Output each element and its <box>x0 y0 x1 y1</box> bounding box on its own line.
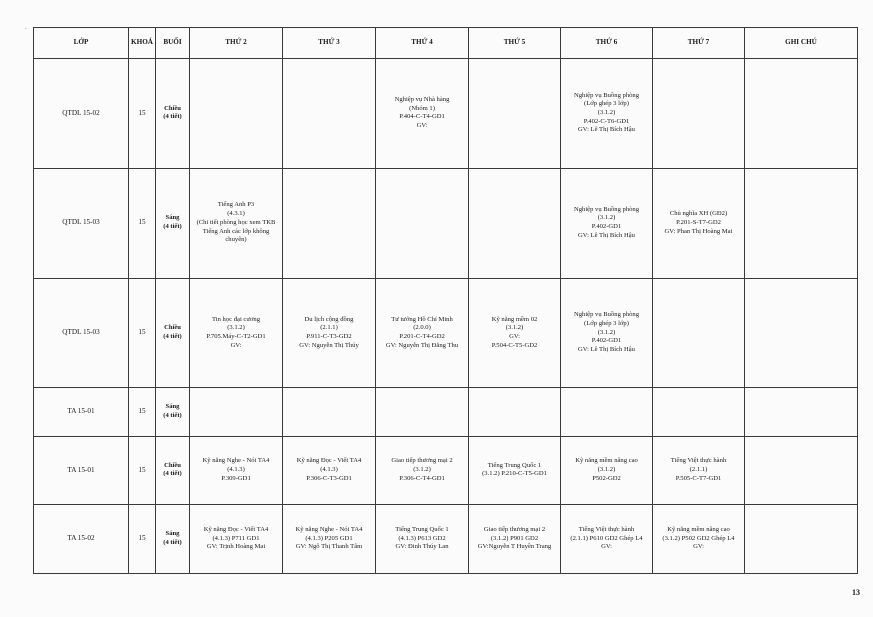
schedule-cell-thu-3: Du lịch cộng đồng (2.1.1) P.911-C-T3-GD2 GV: Nguyễn Thị Thúy <box>283 278 376 388</box>
schedule-cell-thu-2 <box>190 59 283 169</box>
table-row <box>34 59 858 169</box>
schedule-cell-thu-6: Kỹ năng mềm nâng cao (3.1.2) P502-GD2 <box>561 436 653 505</box>
header-khoa: KHOÁ <box>129 28 156 59</box>
schedule-cell-thu-7: Kỹ năng mềm nâng cao (3.1.2) P502 GD2 Ghép L4 GV: <box>653 505 745 574</box>
header-thu-6: THỨ 6 <box>561 28 653 59</box>
khoa-cell: 15 <box>129 278 156 388</box>
schedule-cell-thu-7: Chủ nghĩa XH (GĐ2) P.201-S-T7-GD2 GV: Phan Thị Hoàng Mai <box>653 168 745 278</box>
class-cell: TA 15-02 <box>34 505 129 574</box>
session-cell: Sáng (4 tiết) <box>156 388 190 436</box>
khoa-cell: 15 <box>129 168 156 278</box>
schedule-cell-thu-5: Giao tiếp thương mại 2 (3.1.2) P901 GD2 GV:Nguyễn T Huyền Trang <box>469 505 561 574</box>
schedule-cell-thu-3 <box>283 59 376 169</box>
schedule-cell-thu-6: Nghiệp vụ Buồng phòng (3.1.2) P.402-GD1 GV: Lê Thị Bích Hậu <box>561 168 653 278</box>
session-cell: Sáng (4 tiết) <box>156 505 190 574</box>
corner-mark: . <box>25 23 27 31</box>
table-row <box>34 278 858 388</box>
khoa-cell: 15 <box>129 436 156 505</box>
schedule-cell-thu-5 <box>469 388 561 436</box>
schedule-cell-thu-3: Kỹ năng Nghe - Nói TA4 (4.1.3) P205 GD1 GV: Ngô Thị Thanh Tâm <box>283 505 376 574</box>
schedule-cell-thu-3: Kỹ năng Đọc - Viết TA4 (4.1.3) P.306-C-T3-GD1 <box>283 436 376 505</box>
schedule-cell-thu-2: Kỹ năng Đọc - Viết TA4 (4.1.3) P711 GD1 GV: Trịnh Hoàng Mai <box>190 505 283 574</box>
schedule-cell-thu-6: Nghiệp vụ Buồng phòng (Lớp ghép 3 lớp) (3.1.2) P.402-GD1 GV: Lê Thị Bích Hậu <box>561 278 653 388</box>
schedule-cell-thu-6: Tiếng Việt thực hành (2.1.1) P610 GD2 Ghép L4 GV: <box>561 505 653 574</box>
schedule-cell-thu-4: Nghiệp vụ Nhà hàng (Nhóm 1) P.404-C-T4-GD1 GV: <box>376 59 469 169</box>
header-thu-4: THỨ 4 <box>376 28 469 59</box>
class-cell: QTDL 15-03 <box>34 168 129 278</box>
session-cell: Chiều (4 tiết) <box>156 436 190 505</box>
note-cell <box>745 278 858 388</box>
schedule-cell-thu-4: Tiếng Trung Quốc 1 (4.1.3) P613 GD2 GV: Đinh Thúy Lan <box>376 505 469 574</box>
class-cell: TA 15-01 <box>34 388 129 436</box>
schedule-cell-thu-5 <box>469 168 561 278</box>
table-row <box>34 436 858 505</box>
header-thu-7: THỨ 7 <box>653 28 745 59</box>
schedule-cell-thu-5: Kỹ năng mềm 02 (3.1.2) GV: P.504-C-T5-GD2 <box>469 278 561 388</box>
page-number: 13 <box>852 588 860 597</box>
note-cell <box>745 59 858 169</box>
session-cell: Chiều (4 tiết) <box>156 59 190 169</box>
session-cell: Chiều (4 tiết) <box>156 278 190 388</box>
schedule-cell-thu-4: Tư tưởng Hồ Chí Minh (2.0.0) P.201-C-T4-GD2 GV: Nguyễn Thị Đăng Thu <box>376 278 469 388</box>
header-thu-5: THỨ 5 <box>469 28 561 59</box>
class-cell: QTDL 15-02 <box>34 59 129 169</box>
table-row <box>34 388 858 436</box>
schedule-cell-thu-7 <box>653 59 745 169</box>
timetable <box>33 27 858 574</box>
schedule-cell-thu-2: Tin học đại cương (3.1.2) P.705.Máy-C-T2-GD1 GV: <box>190 278 283 388</box>
table-row <box>34 168 858 278</box>
header-buoi: BUỔI <box>156 28 190 59</box>
header-ghi-chu: GHI CHÚ <box>745 28 858 59</box>
header-lop: LỚP <box>34 28 129 59</box>
khoa-cell: 15 <box>129 388 156 436</box>
schedule-cell-thu-3 <box>283 168 376 278</box>
note-cell <box>745 505 858 574</box>
khoa-cell: 15 <box>129 505 156 574</box>
schedule-cell-thu-2 <box>190 388 283 436</box>
schedule-cell-thu-7 <box>653 278 745 388</box>
schedule-cell-thu-7 <box>653 388 745 436</box>
schedule-cell-thu-7: Tiếng Việt thực hành (2.1.1) P.505-C-T7-GD1 <box>653 436 745 505</box>
timetable-sheet <box>33 27 857 574</box>
session-cell: Sáng (4 tiết) <box>156 168 190 278</box>
class-cell: QTDL 15-03 <box>34 278 129 388</box>
table-row <box>34 505 858 574</box>
note-cell <box>745 436 858 505</box>
header-row <box>34 28 858 59</box>
schedule-cell-thu-5: Tiếng Trung Quốc 1 (3.1.2) P.210-C-T5-GD1 <box>469 436 561 505</box>
header-thu-3: THỨ 3 <box>283 28 376 59</box>
schedule-cell-thu-2: Tiếng Anh P3 (4.3.1) (Chi tiết phòng học xem TKB Tiếng Anh các lớp không chuyên) <box>190 168 283 278</box>
khoa-cell: 15 <box>129 59 156 169</box>
schedule-cell-thu-5 <box>469 59 561 169</box>
schedule-cell-thu-4 <box>376 168 469 278</box>
schedule-cell-thu-3 <box>283 388 376 436</box>
note-cell <box>745 168 858 278</box>
schedule-cell-thu-6: Nghiệp vụ Buồng phòng (Lớp ghép 3 lớp) (3.1.2) P.402-C-T6-GD1 GV: Lê Thị Bích Hậu <box>561 59 653 169</box>
header-thu-2: THỨ 2 <box>190 28 283 59</box>
note-cell <box>745 388 858 436</box>
schedule-cell-thu-4: Giao tiếp thương mại 2 (3.1.2) P.306-C-T4-GD1 <box>376 436 469 505</box>
schedule-cell-thu-2: Kỹ năng Nghe - Nói TA4 (4.1.3) P.309-GD1 <box>190 436 283 505</box>
schedule-cell-thu-6 <box>561 388 653 436</box>
schedule-cell-thu-4 <box>376 388 469 436</box>
class-cell: TA 15-01 <box>34 436 129 505</box>
